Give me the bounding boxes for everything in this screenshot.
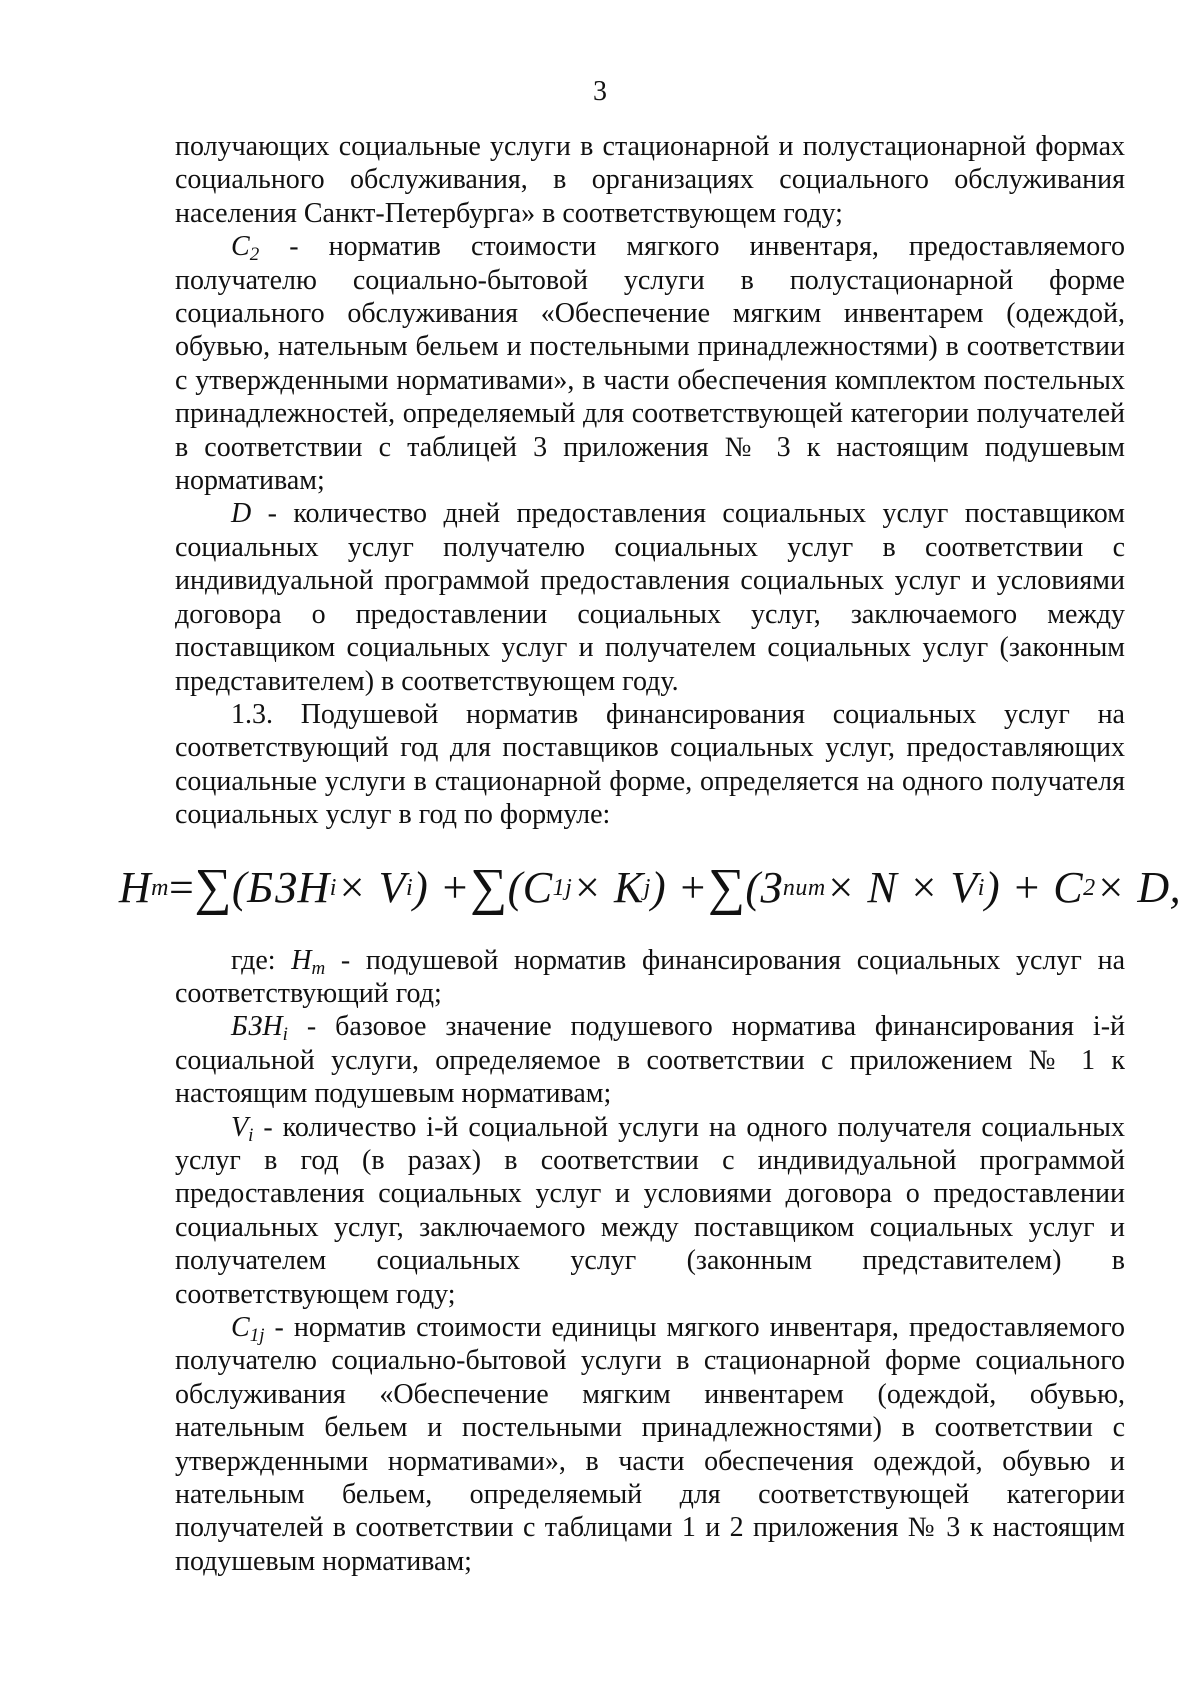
v-definition-text: - количество i-й социальной услуги на одного получателя социальных услуг в год (в разах) в соответствии с индивидуальной программой предоставления социальных услуг и условиями договора о предоставлении социальных услуг, заключаемого между поставщиком социальных услуг и получателем социальных услуг (законным представителем) в соответствующем году; [175,1111,1125,1310]
page-number: 3 [593,76,607,107]
formula: H m = ∑ (БЗН i × V i ) + ∑ (C 1j × K j ) + ∑ (З пит × N × V i ) + C 2 × D, [118,859,1182,917]
paragraph-1-3: 1.3. Подушевой норматив финансирования социальных услуг на соответствующий год для поставщиков социальных услуг, предоставляющих социальные услуги в стационарной форме, определяется на одного получателя социальных услуг в год по формуле: [175,698,1125,831]
symbol-bzn: $БЗН_i$ [231,1011,288,1046]
symbol-v: $V_i$ [231,1111,254,1146]
hm-definition-text: - подушевой норматив финансирования социальных услуг на соответствующий год; [175,944,1125,1009]
paragraph-c2-definition [175,230,1125,497]
c2-definition-text: - норматив стоимости мягкого инвентаря, предоставляемого получателю социально-бытовой услуги в полустационарной форме социального обслуживания «Обеспечение мягким инвентарем (одеждой, обувью, нательным бельем и постельными принадлежностями) в соответствии с утвержденными нормативами», в части обеспечения комплектом постельных принадлежностей, определяемый для соответствующей категории получателей в соответствии с таблицей 3 приложения № 3 к настоящим подушевым нормативам; [175,231,1125,497]
paragraph-hm-definition: где: $H_m$ - подушевой норматив финансирования социальных услуг на соответствующий год; [175,944,1125,1009]
symbol-c2: $C_2$ [231,231,260,266]
paragraph-continuation: получающих социальные услуги в стационарной и полустационарной формах социального обслуживания, в организациях социального обслуживания населения Санкт-Петербурга» в соответствующем году; [175,131,1125,229]
paragraph-c1j-definition [175,1311,1125,1578]
paragraph-bzn-definition [175,1010,1125,1110]
bzn-definition-text: - базовое значение подушевого норматива финансирования i-й социальной услуги, определяемое в соответствии с приложением № 1 к настоящим подушевым нормативам; [175,1011,1125,1110]
symbol-d: D [231,498,252,530]
document-body [118,130,1182,1578]
sum-symbol: ∑ [470,859,508,917]
paragraph-v-definition [175,1111,1125,1311]
c1j-definition-text: - норматив стоимости единицы мягкого инвентаря, предоставляемого получателю социально-бытовой услуги в стационарной форме социального обслуживания «Обеспечение мягким инвентарем (одеждой, обувью, нательным бельем и постельными принадлежностями) в соответствии с утвержденными нормативами», в части обеспечения одеждой, обувью и нательным бельем, определяемый для соответствующей категории получателей в соответствии с таблицами 1 и 2 приложения № 3 к настоящим подушевым нормативам; [175,1312,1125,1577]
symbol-hm: $H_m$ [291,944,326,979]
sum-symbol: ∑ [194,859,232,917]
symbol-c1j: $C_{1j}$ [231,1312,265,1346]
sum-symbol: ∑ [707,859,746,917]
d-definition-text: - количество дней предоставления социальных услуг поставщиком социальных услуг получателю социальных услуг в соответствии с индивидуальной программой предоставления социальных услуг и условиями договора о предоставлении социальных услуг, заключаемого между поставщиком социальных услуг и получателем социальных услуг (законным представителем) в соответствующем году. [175,498,1125,697]
paragraph-d-definition [175,497,1125,697]
